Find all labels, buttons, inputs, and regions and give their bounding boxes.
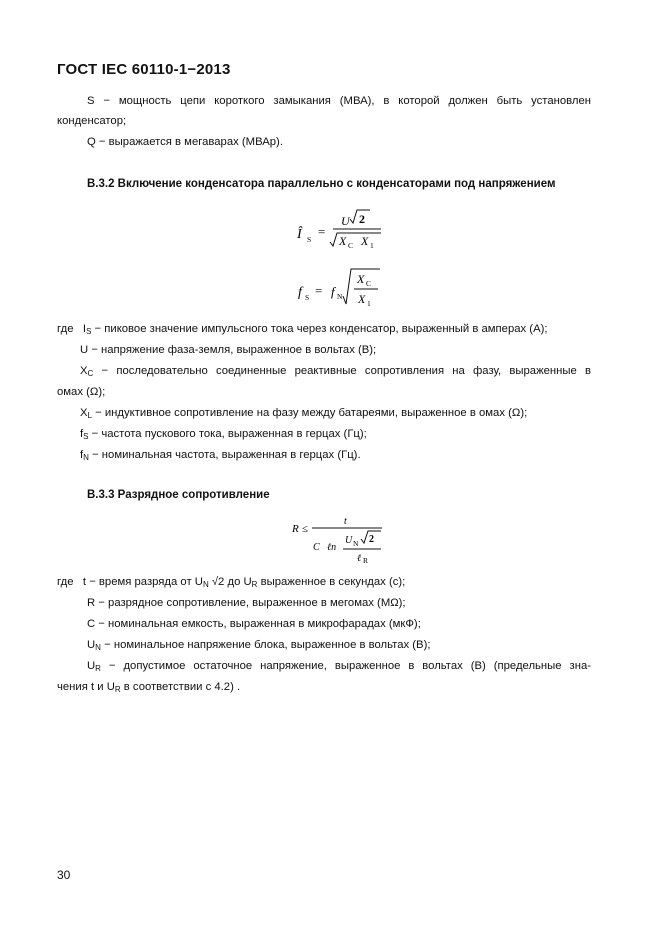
xl-symbol-sub: L xyxy=(87,411,92,420)
formula1-den-a: X xyxy=(339,234,347,248)
fs-symbol: f xyxy=(80,428,84,440)
q-definition: Q − выражается в мегаварах (МВАр). xyxy=(87,136,283,148)
formula3-den-ln: ℓn xyxy=(327,542,337,553)
u-definition: U − напряжение фаза-земля, выраженное в вольтах (В); xyxy=(80,344,377,356)
fn-text: − номинальная частота, выраженная в герцах (Гц). xyxy=(88,449,361,461)
xc-text: − последовательно соединенные реактивные сопротивления на фазу, выраженные в xyxy=(93,365,591,377)
formula1-den-b: X xyxy=(361,234,369,248)
formula-peak-current xyxy=(288,204,398,254)
formula3-inner-den-sub: R xyxy=(363,556,369,565)
t-text-c: выраженное в секундах (с); xyxy=(257,576,406,588)
where-label-b33: где xyxy=(57,576,74,588)
formula3-den-c: C xyxy=(313,542,320,553)
ur-text: − допустимое остаточное напряжение, выраженное в вольтах (В) (предельные зна- xyxy=(100,660,591,672)
where-label: где xyxy=(57,323,74,335)
ur-line2-b: в соответствии с 4.2) . xyxy=(120,681,241,693)
formula3-inner-num-sub: N xyxy=(353,539,359,548)
ur-line2-a: чения t и U xyxy=(57,681,115,693)
page-number: 30 xyxy=(57,868,71,882)
formula2-factor-sub: N xyxy=(337,292,343,301)
xl-text: − индуктивное сопротивление на фазу между батареями, выраженное в омах (Ω); xyxy=(92,407,528,419)
formula-discharge-resistor xyxy=(288,512,398,568)
t-text-a: t − время разряда от U xyxy=(82,576,203,588)
formula1-num: U xyxy=(341,214,350,228)
is-definition xyxy=(57,321,548,337)
formula1-eq: = xyxy=(318,224,326,239)
un-text: − номинальное напряжение блока, выраженное в вольтах (В); xyxy=(100,639,431,651)
xc-definition-line2: омах (Ω); xyxy=(57,386,106,398)
s-definition-line1: S − мощность цепи короткого замыкания (МВА), в которой должен быть установлен xyxy=(87,95,591,107)
t-definition xyxy=(57,574,405,590)
section-b33-heading: B.3.3 Разрядное сопротивление xyxy=(87,489,270,501)
t-text-sub2: R xyxy=(251,580,258,589)
xc-definition-line1 xyxy=(80,363,591,379)
un-definition xyxy=(87,637,430,653)
t-text-sub1: N xyxy=(202,580,209,589)
fn-symbol: f xyxy=(80,449,84,461)
r-definition: R − разрядное сопротивление, выраженное в мегомах (MΩ); xyxy=(87,597,406,609)
formula2-num: X xyxy=(357,272,365,286)
ur-symbol: U xyxy=(87,660,96,672)
ur-symbol-sub: R xyxy=(95,664,101,673)
formula3-lhs: R xyxy=(292,523,299,535)
fs-text: − частота пускового тока, выраженная в герцах (Гц); xyxy=(88,428,367,440)
formula1-den-b-sub: 1 xyxy=(370,241,374,250)
section-b32-heading: B.3.2 Включение конденсатора параллельно с конденсаторами под напряжением xyxy=(87,178,556,190)
is-symbol-sub: S xyxy=(86,327,92,336)
un-symbol-sub: N xyxy=(95,643,101,652)
formula2-den: X xyxy=(358,292,366,306)
formula3-inner-num: U xyxy=(345,535,353,546)
formula-inrush-frequency xyxy=(288,266,398,312)
xc-symbol: X xyxy=(80,365,88,377)
is-symbol: I xyxy=(82,323,87,335)
fn-symbol-sub: N xyxy=(83,453,89,462)
formula3-inner-den: ℓ xyxy=(357,553,362,564)
formula2-eq: = xyxy=(315,283,323,298)
formula3-num: t xyxy=(344,516,347,527)
un-symbol: U xyxy=(87,639,96,651)
formula2-num-sub: C xyxy=(366,279,372,288)
s-definition-line2: конденсатор; xyxy=(57,115,127,127)
c-definition: C − номинальная емкость, выраженная в микрофарадах (мкФ); xyxy=(87,618,421,630)
ur-line2-sub: R xyxy=(114,685,121,694)
formula1-den-a-sub: C xyxy=(348,241,354,250)
formula2-lhs-sub: S xyxy=(305,293,310,302)
formula1-num-root: 2 xyxy=(359,212,365,226)
xl-symbol: X xyxy=(80,407,88,419)
fs-definition xyxy=(80,426,367,442)
fs-symbol-sub: S xyxy=(83,432,89,441)
xc-symbol-sub: С xyxy=(87,369,94,378)
formula2-lhs: f xyxy=(298,285,302,300)
fn-definition xyxy=(80,447,361,463)
t-text-b: √2 до U xyxy=(208,576,252,588)
formula2-den-sub: 1 xyxy=(367,299,371,308)
xl-definition xyxy=(80,405,527,421)
ur-definition-line2 xyxy=(57,679,240,695)
formula3-rel: ≤ xyxy=(302,523,309,535)
document-header: ГОСТ IEC 60110-1−2013 xyxy=(57,61,231,78)
formula2-factor: f xyxy=(331,284,335,299)
formula1-lhs: Î xyxy=(297,227,302,242)
ur-definition-line1 xyxy=(87,658,591,674)
is-text: − пиковое значение импульсного тока через конденсатор, выраженный в амперах (А); xyxy=(91,323,548,335)
formula3-inner-root: 2 xyxy=(369,534,374,545)
formula1-lhs-sub: S xyxy=(307,235,312,244)
